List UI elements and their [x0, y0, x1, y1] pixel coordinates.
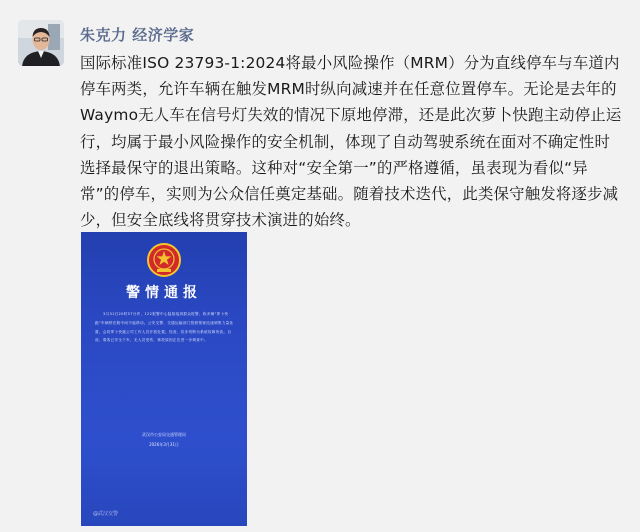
notice-signature: 武汉市公安局交通管理局: [142, 432, 186, 437]
avatar-portrait-icon: [18, 20, 64, 66]
police-notice-image[interactable]: [81, 232, 247, 526]
police-emblem-icon: [146, 242, 182, 278]
notice-signature-block: [81, 430, 247, 450]
notice-watermark: @武汉交警: [93, 511, 119, 517]
notice-title: 警情通报: [126, 285, 202, 301]
post-text: 国际标准ISO 23793-1:2024将最小风险操作（MRM）分为直线停车与车道内停车两类，允许车辆在触发MRM时纵向减速并在任意位置停车。无论是去年的Waymo无人车在信号灯失效的情况下原地停滞，还是此次萝卜快跑主动停止运行，均属于最小风险操作的安全机制，体现了自动驾驶系统在面对不确定性时选择最保守的退出策略。这种对“安全第一”的严格遵循，虽表现为看似“异常”的停车，实则为公众信任奠定基础。随着技术迭代，此类保守触发将逐步减少，但安全底线将贯穿技术演进的始终。: [80, 54, 622, 230]
notice-body: 3月31日20时57分许，122报警中心陆续接到群众报警，称多辆“萝卜快跑”车辆停在路中间不能移动。公安交警、交通运输部门按照预案迅速调集力量处置，会同萝卜快跑公司工作人员开展处置。经查，初步判断为系统故障所致。目前，乘客已安全下车，无人员受伤，事故原因正在进一步调查中。: [95, 312, 234, 343]
avatar[interactable]: [18, 20, 64, 66]
author-name[interactable]: 朱克力 经济学家: [80, 26, 195, 44]
notice-date: 2026年3月31日: [149, 442, 179, 447]
